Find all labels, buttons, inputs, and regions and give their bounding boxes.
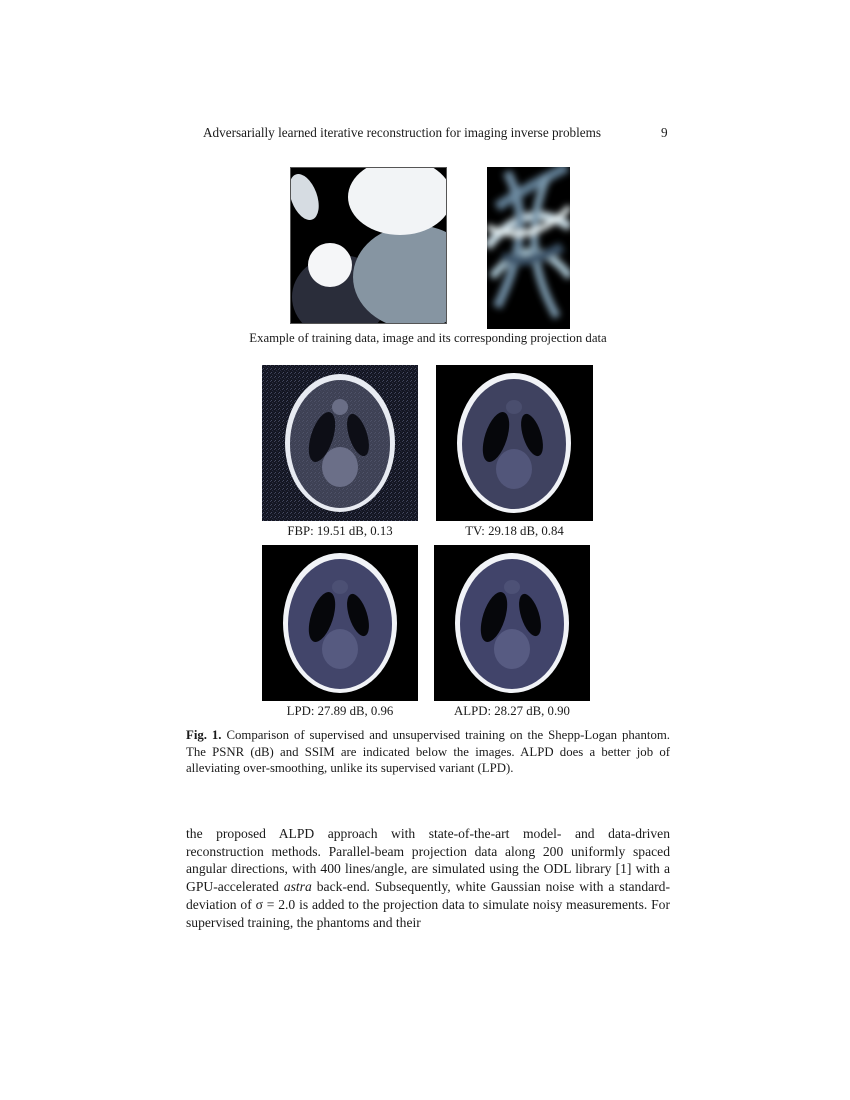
alpd-reconstruction-image — [434, 545, 590, 701]
figure-caption — [186, 727, 670, 777]
body-paragraph — [186, 825, 670, 931]
body-text-emphasis: astra — [283, 879, 312, 895]
body-text-part-1: the proposed ALPD approach with state-of-the-art model- and data-driven reconstruction methods. Parallel-beam projection data along 200 uniformly spaced angular directions, with 400 lines/angle, are simulated using the ODL library [1] with a GPU-accelerated — [186, 826, 670, 895]
fbp-label: FBP: 19.51 dB, 0.13 — [287, 524, 393, 538]
alpd-label: ALPD: 28.27 dB, 0.90 — [454, 704, 570, 718]
tv-reconstruction-image — [436, 365, 593, 521]
training-image — [290, 167, 447, 324]
figure-label: Fig. 1. — [186, 728, 222, 742]
lpd-reconstruction-image — [262, 545, 418, 701]
figure-caption-text: Comparison of supervised and unsupervised training on the Shepp-Logan phantom. The PSNR (dB) and SSIM are indicated below the images. ALPD does a better job of alleviating over-smoothing, unlike its supervised variant (LPD). — [186, 728, 670, 776]
running-title: Adversarially learned iterative reconstruction for imaging inverse problems — [203, 125, 602, 140]
body-text-part-2: back-end. Subsequently, white Gaussian noise with a standard-deviation of σ = 2.0 is added to the projection data to simulate noisy measurements. For supervised training, the phantoms and their — [186, 879, 670, 930]
sinogram-image — [487, 167, 570, 329]
lpd-label: LPD: 27.89 dB, 0.96 — [286, 704, 394, 718]
tv-label: TV: 29.18 dB, 0.84 — [465, 524, 564, 538]
training-data-caption: Example of training data, image and its corresponding projection data — [249, 331, 607, 345]
page-number: 9 — [661, 125, 668, 140]
fbp-reconstruction-image — [262, 365, 418, 521]
